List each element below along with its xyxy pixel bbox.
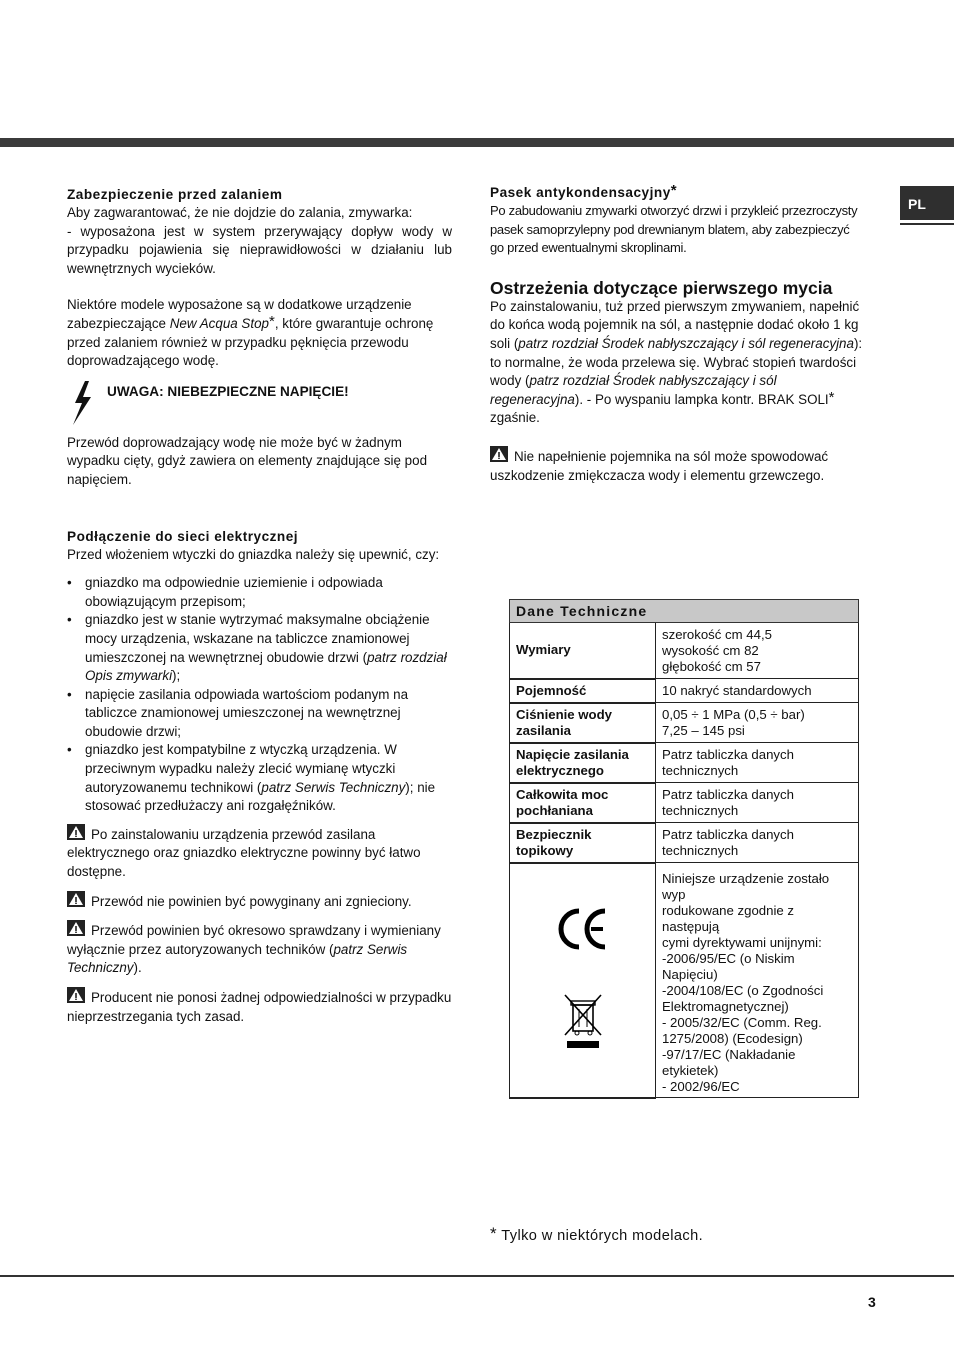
hose-warning-text: Przewód doprowadzający wodę nie może być w żadnym wypadku cięty, gdyż zawiera on elementy znajdujące się pod napięciem. (67, 434, 428, 487)
flood-protection-heading: Zabezpieczenie przed zalaniem (67, 187, 283, 202)
weee-bin-icon (563, 991, 603, 1049)
warning-note: Producent nie ponosi żadnej odpowiedzialności w przypadku nieprzestrzegania tych zasad. (67, 987, 452, 1026)
compliance-line: - 2005/32/EC (Comm. Reg. (662, 1015, 822, 1030)
right-column (490, 184, 865, 485)
compliance-line: -2006/95/EC (o Niskim Napięciu) (662, 951, 795, 982)
table-value: Patrz tabliczka danych technicznych (656, 823, 859, 863)
first-wash-heading: Ostrzeżenia dotyczące pierwszego mycia (490, 277, 833, 298)
language-tab: PL (900, 186, 954, 220)
table-value: Patrz tabliczka danych technicznych (656, 783, 859, 823)
compliance-line: Elektromagnetycznej) (662, 999, 789, 1014)
warning-note: Po zainstalowaniu urządzenia przewód zasilana elektrycznego oraz gniazdko elektryczne powinny być łatwo dostępne. (67, 824, 452, 882)
flood-system-text: - wyposażona jest w system przerywający dopływ wody w przypadku pojawienia się nieprawidłowości w działaniu lub wewnętrznych wycieków. (67, 223, 452, 276)
table-row (510, 743, 859, 783)
anti-condensation-heading: Pasek antykondensacyjny* (490, 182, 678, 200)
compliance-line: cymi dyrektywami unijnymi: (662, 935, 822, 950)
warning-note: Przewód powinien być okresowo sprawdzany i wymieniany wyłącznie przez autoryzowanych techników (patrz Serwis Techniczny). (67, 920, 452, 978)
table-key: Pojemność (510, 679, 656, 703)
compliance-line: rodukowane zgodnie z następują (662, 903, 794, 934)
compliance-line: -2004/108/EC (o Zgodności (662, 983, 824, 998)
warning-triangle-icon (67, 920, 85, 936)
warning-note: Przewód nie powinien być powyginany ani zgnieciony. (67, 891, 452, 912)
warning-note: Nie napełnienie pojemnika na sól może spowodować uszkodzenie zmiękczacza wody i elementu grzewczego. (490, 446, 865, 485)
table-row (510, 703, 859, 743)
ce-mark-icon (557, 907, 609, 951)
compliance-line: Niniejsze urządzenie zostało wyp (662, 871, 830, 902)
list-item: • gniazdko ma odpowiednie uziemienie i odpowiada obowiązującym przepisom; (67, 574, 452, 611)
table-key: Bezpiecznik topikowy (510, 823, 656, 863)
power-intro: Przed włożeniem wtyczki do gniazdka należy się upewnić, czy: (67, 546, 440, 562)
table-value: szerokość cm 44,5 wysokość cm 82 głębokość cm 57 (656, 623, 859, 679)
table-key: Całkowita moc pochłaniana (510, 783, 656, 823)
compliance-line: 1275/2008) (Ecodesign) (662, 1031, 803, 1046)
table-row (510, 623, 859, 679)
list-item: • gniazdko jest kompatybilne z wtyczką urządzenia. W przeciwnym wypadku należy zlecić wymianę wtyczki autoryzowanemu technikowi (patrz Serwis Techniczny); nie stosować przedłużaczy ani rozgałęźników. (67, 741, 452, 815)
certification-marks (510, 863, 656, 1098)
table-value: Patrz tabliczka danych technicznych (656, 743, 859, 783)
table-value: 10 nakryć standardowych (656, 679, 859, 703)
table-key: Wymiary (510, 623, 656, 679)
warning-triangle-icon (490, 446, 508, 462)
compliance-line: etykietek) (662, 1063, 719, 1078)
table-key: Napięcie zasilania elektrycznego (510, 743, 656, 783)
footnote: * Tylko w niektórych modelach. (490, 1224, 704, 1244)
compliance-text (656, 863, 859, 1098)
technical-data-table (509, 599, 859, 1099)
compliance-line: -97/17/EC (Nakładanie (662, 1047, 796, 1062)
compliance-line: - 2002/96/EC (662, 1079, 740, 1094)
table-row (510, 679, 859, 703)
list-item: • napięcie zasilania odpowiada wartościom podanym na tabliczce znamionowej umieszczonej na wewnętrznej obudowie drzwi; (67, 686, 452, 742)
table-row (510, 863, 859, 1098)
table-value: 0,05 ÷ 1 MPa (0,5 ÷ bar) 7,25 – 145 psi (656, 703, 859, 743)
page-number: 3 (868, 1294, 876, 1310)
table-row (510, 823, 859, 863)
list-item: • gniazdko jest w stanie wytrzymać maksymalne obciążenie mocy urządzenia, wskazane na tabliczce znamionowej umieszczonej na wewnętrznej obudowie drzwi (patrz rozdział Opis zmywarki); (67, 611, 452, 685)
power-checklist (67, 574, 452, 816)
first-wash-text: Po zainstalowaniu, tuż przed pierwszym zmywaniem, napełnić do końca wodą pojemnik na sól, a następnie dodać około 1 kg soli (patrz rozdział Środek nabłyszczający i sól regeneracyjna): to normalne, że woda przelewa się. Wybrać stopień twardości wody (patrz rozdział Środek nabłyszczający i sól regeneracyjna). - Po wyspaniu lampka kontr. BRAK SOLI* zgaśnie. (490, 298, 863, 426)
table-header: Dane Techniczne (510, 600, 859, 623)
table-row (510, 783, 859, 823)
flood-intro: Aby zagwarantować, że nie dojdzie do zalania, zmywarka: (67, 205, 413, 220)
voltage-warning (67, 381, 452, 425)
warning-triangle-icon (67, 987, 85, 1003)
anti-condensation-text: Po zabudowaniu zmywarki otworzyć drzwi i przykleić przezroczysty pasek samoprzylepny pod drewnianym blatem, aby zabezpieczyć go przed ewentualnymi skroplinami. (490, 203, 858, 256)
table-key: Ciśnienie wody zasilania (510, 703, 656, 743)
voltage-warning-label: UWAGA: NIEBEZPIECZNE NAPIĘCIE! (107, 383, 349, 399)
header-bar (0, 138, 954, 147)
left-column (67, 186, 452, 1026)
warning-triangle-icon (67, 824, 85, 840)
acqua-stop-text: Niektóre modele wyposażone są w dodatkowe urządzenie zabezpieczające New Acqua Stop*, które gwarantuje ochronę przed zalaniem również w przypadku pęknięcia przewodu doprowadzającego wodę. (67, 297, 434, 369)
power-connection-heading: Podłączenie do sieci elektrycznej (67, 528, 299, 544)
footer-rule (0, 1275, 954, 1277)
warning-triangle-icon (67, 891, 85, 907)
high-voltage-icon (67, 381, 95, 425)
